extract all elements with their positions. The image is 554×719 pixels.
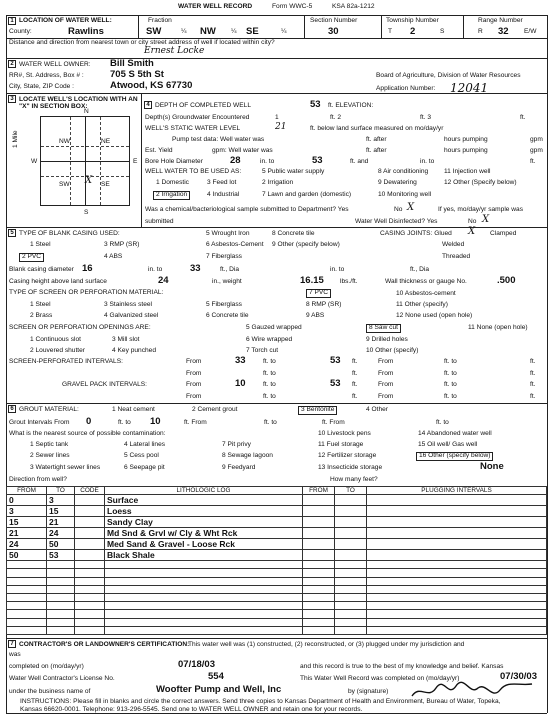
log-description: Med Sand & Gravel - Loose Rck [105, 539, 303, 550]
log-row [7, 585, 547, 593]
casing-weight: 16.15 [300, 275, 324, 286]
casing-to: 33 [190, 263, 201, 274]
frame-right [547, 15, 548, 713]
log-to: 50 [47, 539, 75, 550]
screen-from: 33 [235, 355, 246, 366]
cert-business: Woofter Pump and Well, Inc [156, 684, 282, 695]
section-value: 30 [328, 26, 339, 37]
owner-name: Bill Smith [110, 58, 154, 69]
log-from: 0 [7, 495, 47, 506]
frame-top [6, 15, 547, 16]
depth-completed: 53 [310, 99, 321, 110]
section-4-number: 4 [144, 101, 152, 109]
owner-address: 705 S 5th St [110, 69, 164, 80]
bore-to: 53 [312, 155, 323, 166]
contam-other-value: None [480, 461, 504, 472]
distance-value: Ernest Locke [144, 46, 205, 56]
log-description: Black Shale [105, 550, 303, 561]
log-to: 24 [47, 528, 75, 539]
location-label: LOCATION OF WATER WELL: [19, 17, 112, 24]
grout-bentonite-selected: 3 Bentonite [298, 406, 337, 415]
locate-label: LOCATE WELL'S LOCATION WITH AN "X" IN SECTION BOX: [19, 96, 138, 111]
screen-pvc-selected: 7 PVC [306, 289, 331, 298]
log-from: 15 [7, 517, 47, 528]
township-value: 2 [410, 26, 416, 37]
casing-height: 24 [158, 275, 169, 286]
log-row [7, 569, 547, 577]
county-value: Rawlins [68, 26, 104, 37]
lithologic-log-table: FROM TO CODE LITHOLOGIC LOG FROM TO PLUGGING INTERVALS 0 3 Surface 3 15 Loess 15 21 Sandy Clay 21 24 Md Snd & Grvl w/ Cly & Wht Rck 24 50 Med Sand & Gravel - Loose Rck 50 53 Black Shale [6, 486, 547, 635]
fraction-1: SW [146, 26, 162, 37]
section-label: Section Number [310, 17, 358, 24]
log-to: 53 [47, 550, 75, 561]
fraction-label: Fraction [148, 17, 172, 24]
app-label: Application Number: [376, 85, 436, 92]
range-value: 32 [498, 26, 509, 37]
township-label: Township Number [386, 17, 439, 24]
log-description: Sandy Clay [105, 517, 303, 528]
section-3-number: 3 [8, 95, 16, 103]
grout-from: 0 [86, 416, 92, 427]
log-description: Surface [105, 495, 303, 506]
log-from: 50 [7, 550, 47, 561]
log-to: 3 [47, 495, 75, 506]
log-row [7, 517, 547, 528]
section-1-number: 1 [8, 17, 16, 25]
log-row [7, 618, 547, 626]
form-title: WATER WELL RECORD [178, 3, 253, 10]
use-irrigation-selected: 2 Irrigation [153, 191, 190, 200]
log-from: 21 [7, 528, 47, 539]
distance-label: Distance and direction from nearest town or city street address of well if located within city? [9, 39, 275, 46]
mile-label: 1 Mile [12, 130, 19, 148]
cert-license: 554 [208, 671, 224, 682]
contam-other-selected: 16 Other (specify below) [416, 452, 493, 461]
city-label: City, State, ZIP Code : [9, 83, 74, 90]
log-row [7, 550, 547, 561]
county-label: County: [9, 28, 32, 35]
gravel-from: 10 [235, 378, 246, 389]
log-description: Md Snd & Grvl w/ Cly & Wht Rck [105, 528, 303, 539]
range-label: Range Number [478, 17, 523, 24]
log-row [7, 495, 547, 506]
cert-record-date: 07/30/03 [500, 671, 537, 682]
fraction-3: SE [246, 26, 259, 37]
fraction-2: NW [200, 26, 216, 37]
range-ew: E/W [524, 28, 537, 35]
owner-city: Atwood, KS 67730 [110, 80, 193, 91]
log-from: 24 [7, 539, 47, 550]
cert-completed: 07/18/03 [178, 659, 215, 670]
bore-diameter: 28 [230, 155, 241, 166]
wall-thickness: .500 [497, 275, 516, 286]
log-from: 3 [7, 506, 47, 517]
log-row [7, 561, 547, 569]
log-to: 15 [47, 506, 75, 517]
casing-pvc-selected: 2 PVC [19, 253, 44, 262]
log-row [7, 593, 547, 601]
casing-diameter: 16 [82, 263, 93, 274]
log-row [7, 610, 547, 618]
form-number: Form WWC-5 [272, 3, 313, 10]
ksa-ref: KSA 82a-1212 [332, 3, 375, 10]
log-row [7, 539, 547, 550]
log-row [7, 528, 547, 539]
section-6-number: 6 [8, 405, 16, 413]
location-mark: X [85, 175, 93, 186]
log-row [7, 602, 547, 610]
grout-to: 10 [150, 416, 161, 427]
log-row [7, 506, 547, 517]
section-2-number: 2 [8, 60, 16, 68]
log-row [7, 577, 547, 585]
opening-saw-cut-selected: 8 Saw cut [366, 324, 401, 333]
address-label: RR#, St. Address, Box # : [9, 72, 84, 79]
owner-label: WATER WELL OWNER: [19, 61, 91, 68]
section-5-number: 5 [8, 229, 16, 237]
board-text: Board of Agriculture, Division of Water Resources [376, 72, 521, 79]
section-grid: NW NE SW SE X [40, 116, 130, 206]
gravel-to: 53 [330, 378, 341, 389]
section-7-number: 7 [8, 640, 16, 648]
static-level: 21 [275, 122, 287, 132]
app-number: 12041 [450, 81, 489, 95]
log-description: Loess [105, 506, 303, 517]
log-row [7, 626, 547, 634]
screen-to: 53 [330, 355, 341, 366]
log-to: 21 [47, 517, 75, 528]
